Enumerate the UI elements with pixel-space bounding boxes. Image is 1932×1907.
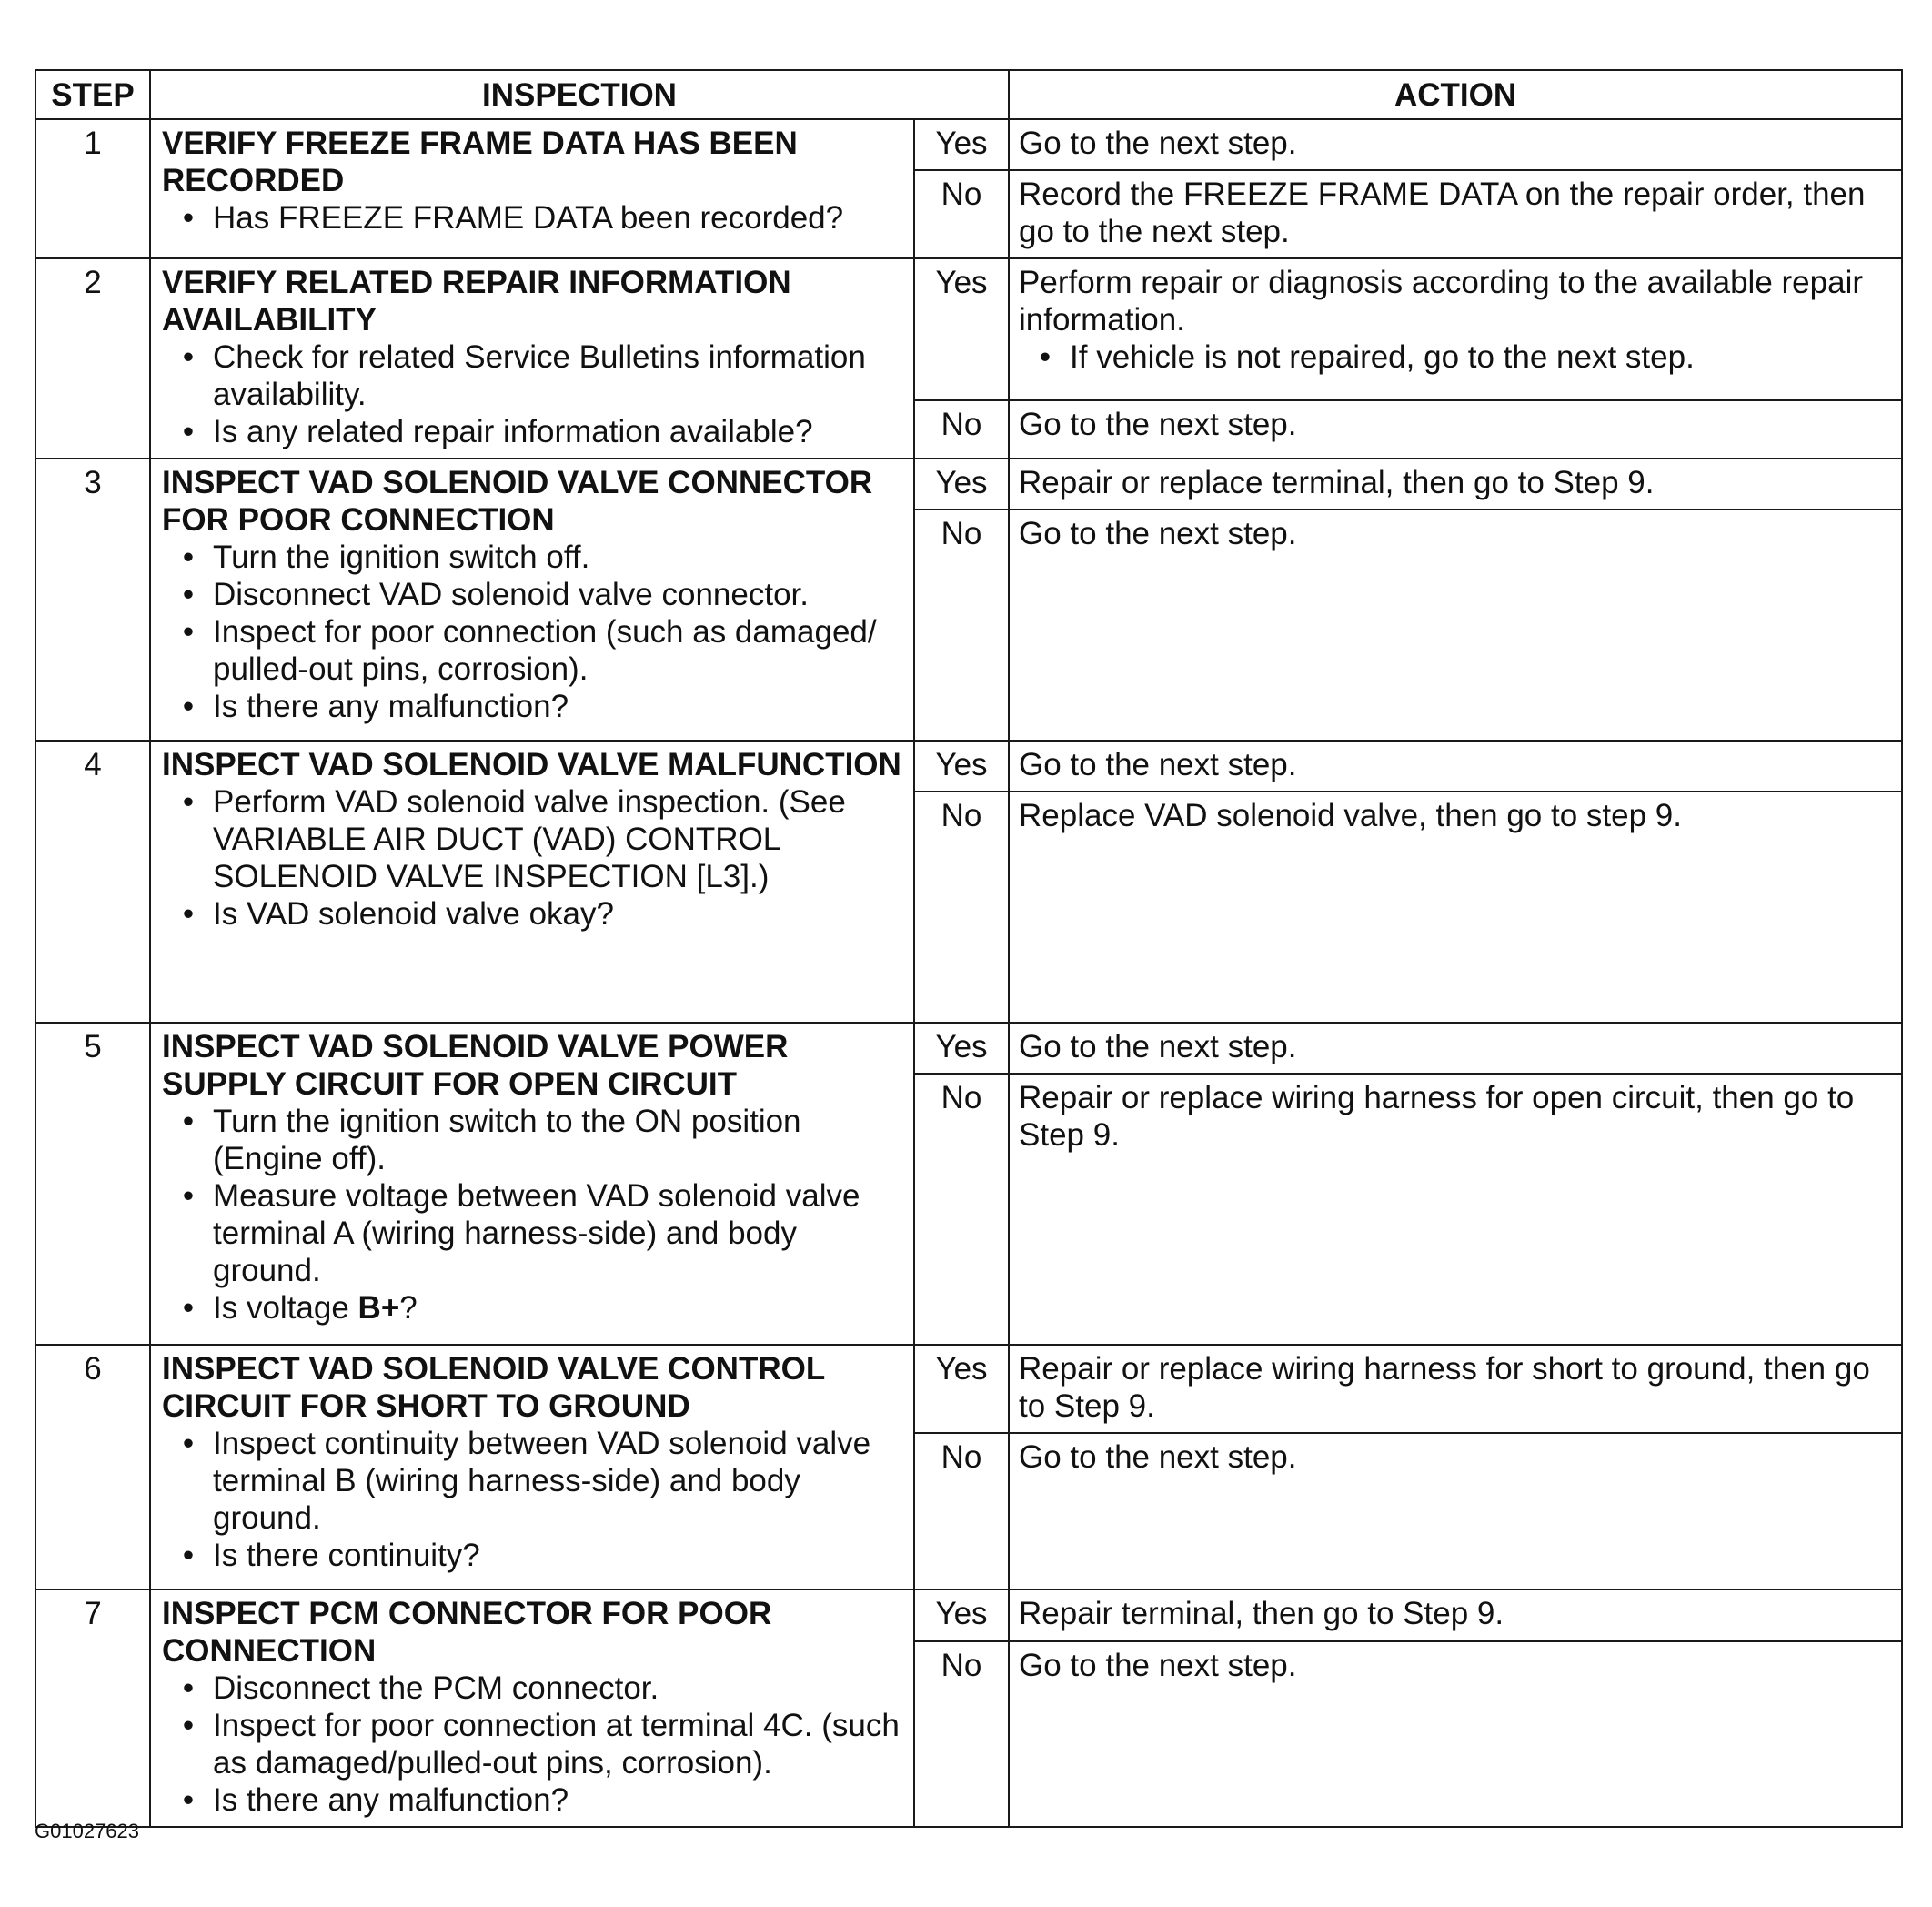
step-number: 5 xyxy=(35,1023,150,1345)
yes-label: Yes xyxy=(914,258,1009,400)
header-inspection: INSPECTION xyxy=(150,70,1009,119)
yes-action: Perform repair or diagnosis according to the available repair information. xyxy=(1019,265,1863,338)
inspection-cell xyxy=(150,741,914,1023)
bullet-list xyxy=(162,539,904,725)
no-label: No xyxy=(914,400,1009,459)
step-number: 7 xyxy=(35,1589,150,1827)
no-label: No xyxy=(914,792,1009,1023)
no-label: No xyxy=(914,170,1009,258)
table-row xyxy=(35,119,1902,170)
list-item: • Is any related repair information available? xyxy=(182,414,813,449)
list-item: • Inspect for poor connection (such as damaged/ pulled-out pins, corrosion). xyxy=(182,614,877,687)
step-number: 1 xyxy=(35,119,150,258)
no-action: Go to the next step. xyxy=(1009,1641,1902,1827)
yes-action: Repair terminal, then go to Step 9. xyxy=(1009,1589,1902,1641)
yes-action: Repair or replace terminal, then go to Step 9. xyxy=(1009,459,1902,510)
table-row xyxy=(35,459,1902,510)
bullet-list xyxy=(162,1103,904,1327)
step-number: 2 xyxy=(35,258,150,459)
yes-action: Repair or replace wiring harness for short to ground, then go to Step 9. xyxy=(1009,1345,1902,1433)
yes-label: Yes xyxy=(914,1345,1009,1433)
no-label: No xyxy=(914,1641,1009,1827)
inspection-title: INSPECT VAD SOLENOID VALVE MALFUNCTION xyxy=(162,747,901,782)
step-number: 3 xyxy=(35,459,150,741)
step-number: 6 xyxy=(35,1345,150,1589)
table-row xyxy=(35,741,1902,792)
inspection-title: INSPECT VAD SOLENOID VALVE CONNECTOR FOR POOR CONNECTION xyxy=(162,465,873,538)
list-item: • Is there continuity? xyxy=(182,1538,480,1573)
inspection-title: VERIFY FREEZE FRAME DATA HAS BEEN RECORDED xyxy=(162,126,798,198)
inspection-cell xyxy=(150,1345,914,1589)
list-item: • Turn the ignition switch to the ON position (Engine off). xyxy=(182,1104,801,1176)
inspection-cell xyxy=(150,258,914,459)
list-item: • Inspect continuity between VAD solenoid valve terminal B (wiring harness-side) and body ground. xyxy=(182,1426,871,1536)
list-item: • Is there any malfunction? xyxy=(182,689,569,724)
inspection-title: INSPECT VAD SOLENOID VALVE CONTROL CIRCUIT FOR SHORT TO GROUND xyxy=(162,1351,825,1424)
no-label: No xyxy=(914,1433,1009,1589)
inspection-cell xyxy=(150,1589,914,1827)
yes-label: Yes xyxy=(914,459,1009,510)
list-item: • Disconnect VAD solenoid valve connector. xyxy=(182,577,809,612)
no-label: No xyxy=(914,1074,1009,1345)
inspection-cell xyxy=(150,1023,914,1345)
yes-label: Yes xyxy=(914,741,1009,792)
inspection-title: INSPECT VAD SOLENOID VALVE POWER SUPPLY CIRCUIT FOR OPEN CIRCUIT xyxy=(162,1029,789,1102)
list-item: • Has FREEZE FRAME DATA been recorded? xyxy=(182,200,844,236)
bullet-list xyxy=(162,783,904,933)
list-item: • Is voltage B+? xyxy=(182,1290,418,1326)
no-action: Go to the next step. xyxy=(1009,510,1902,741)
list-item: • Is VAD solenoid valve okay? xyxy=(182,896,614,932)
yes-label: Yes xyxy=(914,119,1009,170)
no-action: Go to the next step. xyxy=(1009,400,1902,459)
no-action: Go to the next step. xyxy=(1009,1433,1902,1589)
yes-action: Go to the next step. xyxy=(1009,741,1902,792)
header-action: ACTION xyxy=(1009,70,1902,119)
figure-id: G01027623 xyxy=(35,1820,139,1842)
list-item: • Check for related Service Bulletins information availability. xyxy=(182,339,866,412)
inspection-title: VERIFY RELATED REPAIR INFORMATION AVAILABILITY xyxy=(162,265,791,338)
list-item: • Inspect for poor connection at terminal 4C. (such as damaged/pulled-out pins, corrosion). xyxy=(182,1708,900,1781)
bullet-list xyxy=(162,1425,904,1574)
table-row xyxy=(35,1345,1902,1433)
inspection-title: INSPECT PCM CONNECTOR FOR POOR CONNECTION xyxy=(162,1596,772,1669)
no-label: No xyxy=(914,510,1009,741)
no-action: Record the FREEZE FRAME DATA on the repair order, then go to the next step. xyxy=(1009,170,1902,258)
list-item: • Perform VAD solenoid valve inspection. (See VARIABLE AIR DUCT (VAD) CONTROL SOLENOID VALVE INSPECTION [L3].) xyxy=(182,784,846,894)
table-row xyxy=(35,258,1902,400)
header-step: STEP xyxy=(35,70,150,119)
table-row xyxy=(35,1023,1902,1074)
list-item: • If vehicle is not repaired, go to the next step. xyxy=(1039,339,1695,375)
list-item: • Is there any malfunction? xyxy=(182,1782,569,1818)
step-number: 4 xyxy=(35,741,150,1023)
yes-action: Go to the next step. xyxy=(1009,119,1902,170)
diagnostic-table xyxy=(35,69,1903,1828)
bullet-list xyxy=(162,199,904,237)
list-item: • Turn the ignition switch off. xyxy=(182,540,590,575)
yes-action-cell xyxy=(1009,258,1902,400)
no-action: Replace VAD solenoid valve, then go to step 9. xyxy=(1009,792,1902,1023)
yes-action: Go to the next step. xyxy=(1009,1023,1902,1074)
bullet-list xyxy=(162,338,904,450)
table-row xyxy=(35,1589,1902,1641)
yes-label: Yes xyxy=(914,1589,1009,1641)
action-sub-list xyxy=(1019,338,1892,376)
no-action: Repair or replace wiring harness for open circuit, then go to Step 9. xyxy=(1009,1074,1902,1345)
inspection-cell xyxy=(150,119,914,258)
header-row xyxy=(35,70,1902,119)
bullet-list xyxy=(162,1670,904,1819)
inspection-cell xyxy=(150,459,914,741)
list-item: • Measure voltage between VAD solenoid valve terminal A (wiring harness-side) and body ground. xyxy=(182,1178,860,1288)
yes-label: Yes xyxy=(914,1023,1009,1074)
list-item: • Disconnect the PCM connector. xyxy=(182,1670,659,1706)
